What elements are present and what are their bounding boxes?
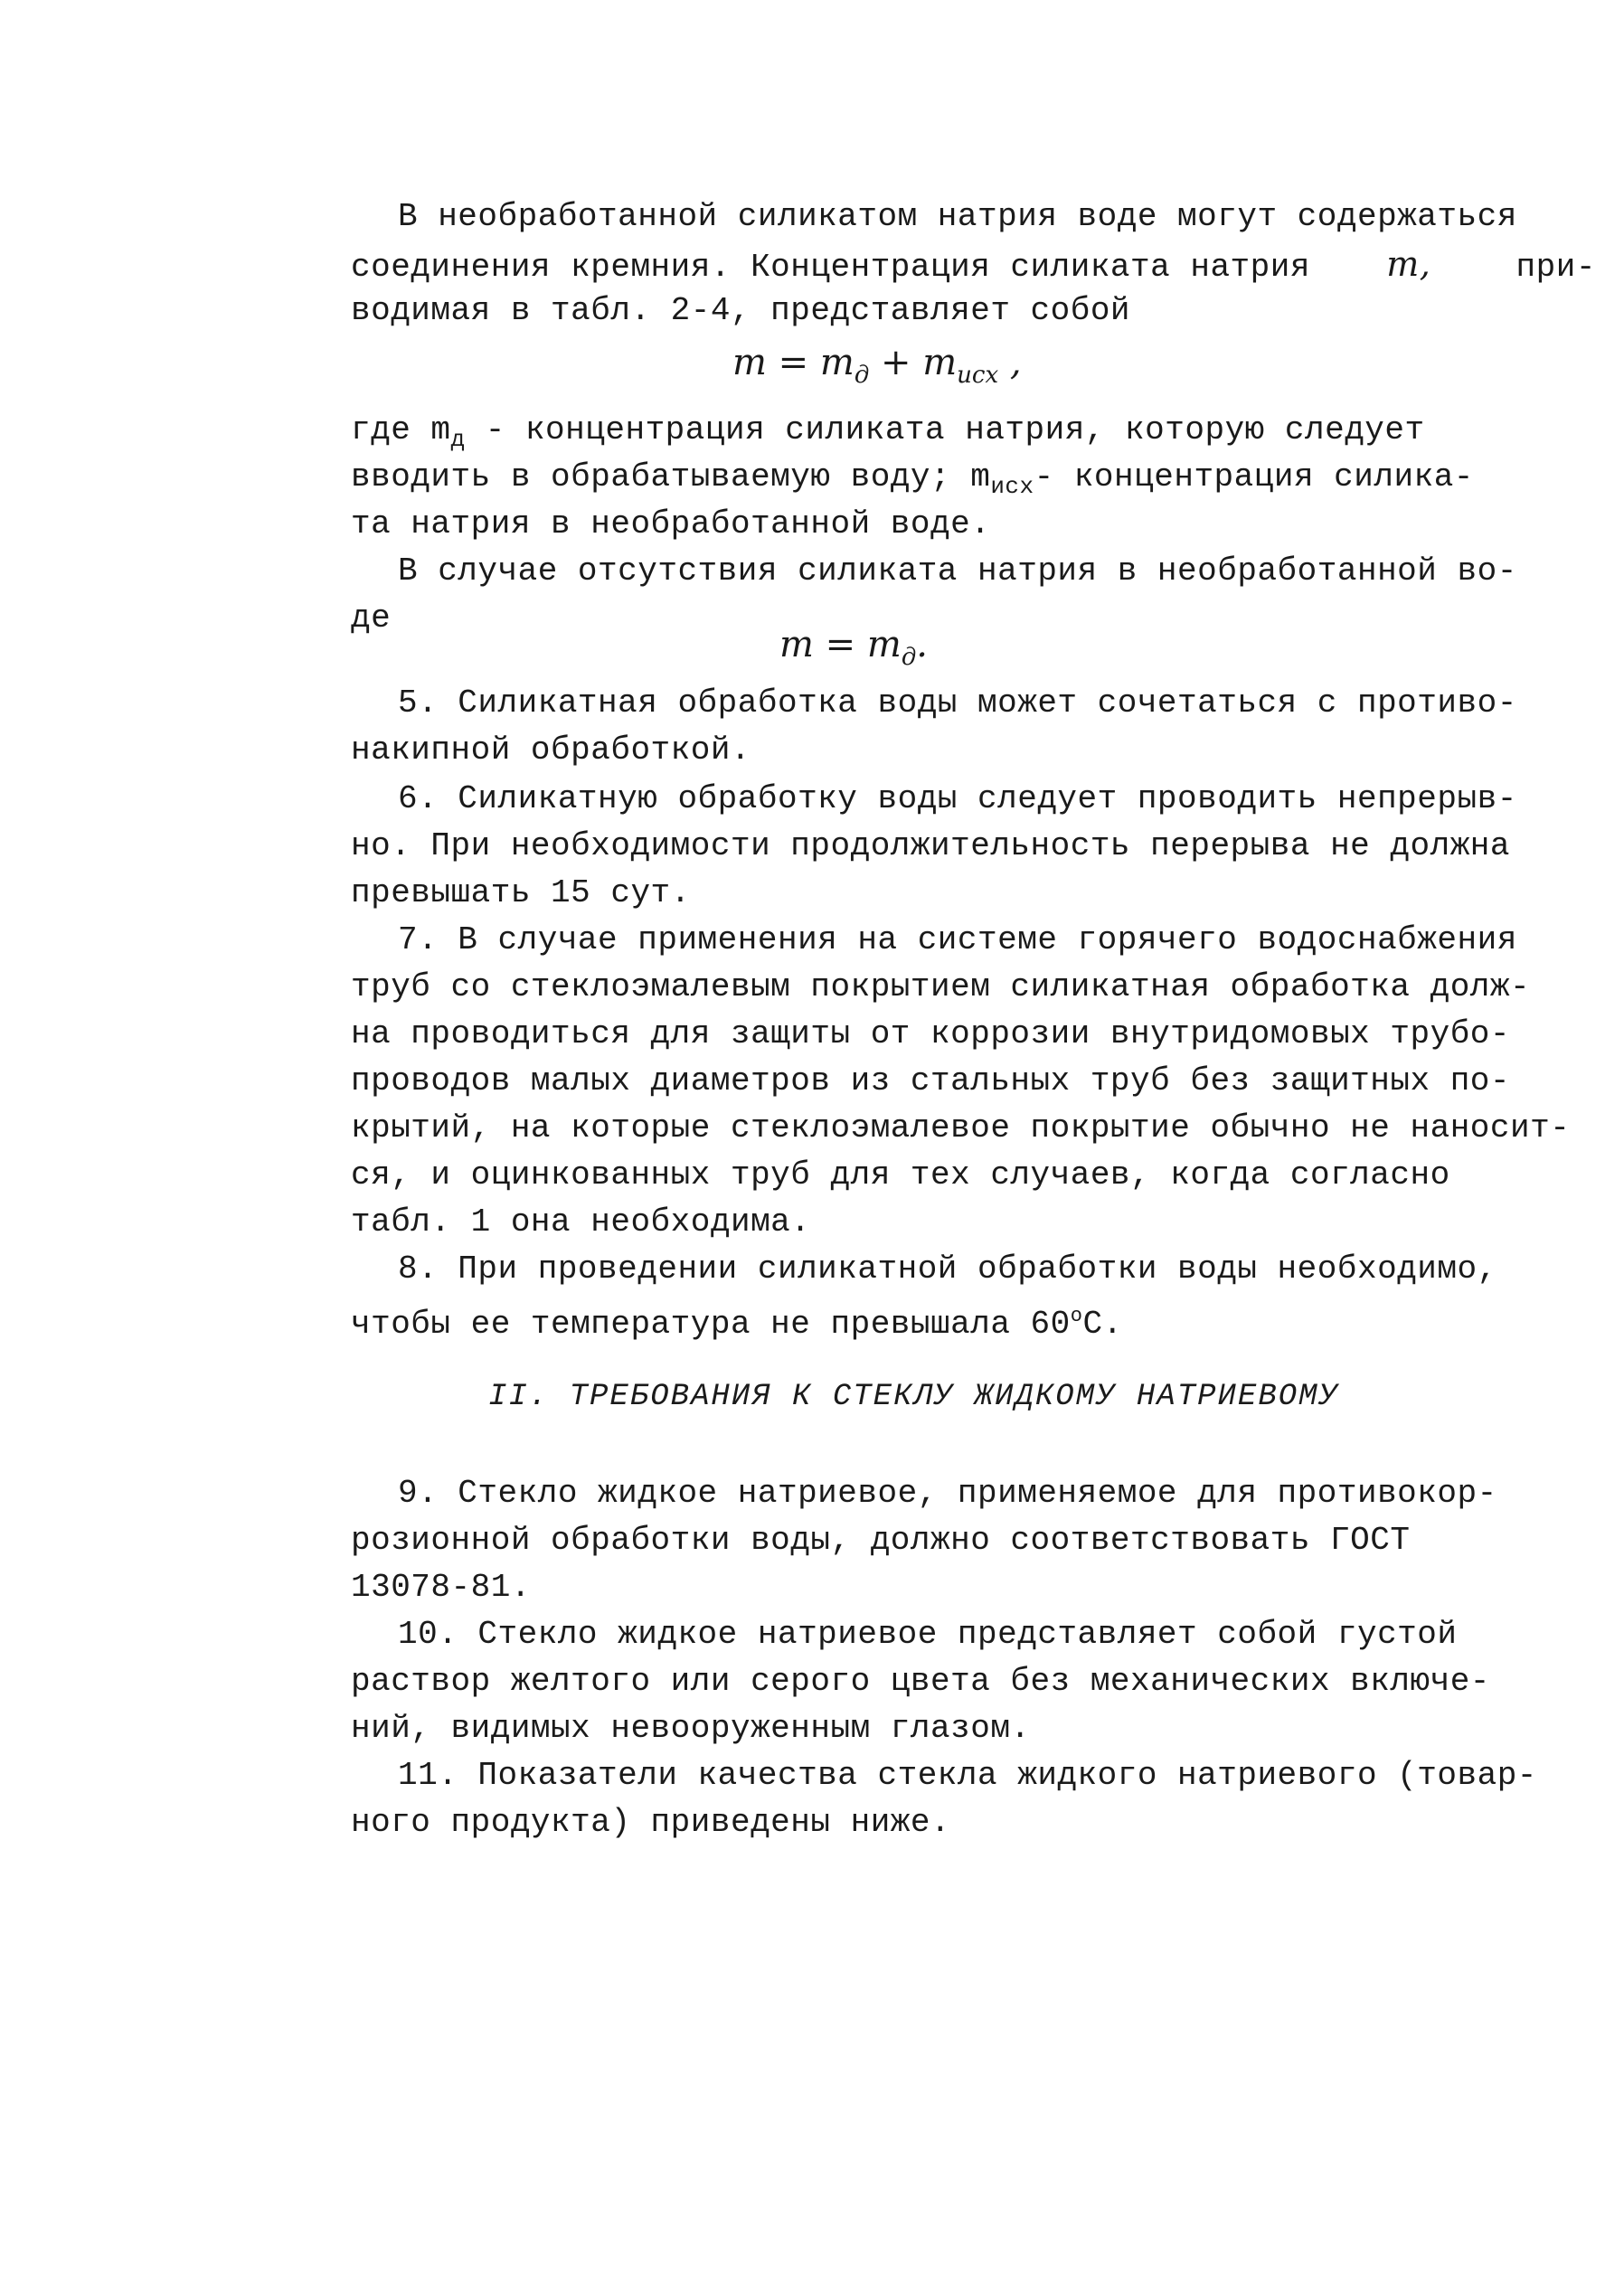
item-8-line: 8. При проведении силикатной обработки воды необходимо,: [398, 1250, 1497, 1288]
formula-concentration: [732, 342, 1022, 389]
formula-subscript: исх: [957, 362, 999, 389]
text-fragment: при-: [1515, 249, 1596, 286]
text-line: В случае отсутствия силиката натрия в необработанной во-: [398, 552, 1517, 590]
formula-part: m = m: [732, 342, 854, 383]
text-line: водимая в табл. 2-4, представляет собой: [351, 292, 1131, 329]
formula-subscript: д: [854, 362, 870, 389]
item-9-line: 9. Стекло жидкое натриевое, применяемое для противокор-: [398, 1475, 1497, 1512]
formula-part: .: [916, 624, 929, 665]
item-8-line: [351, 1293, 1517, 1348]
text-line: де: [351, 599, 392, 637]
item-10-line: 10. Стекло жидкое натриевое представляет собой густой: [398, 1616, 1458, 1653]
item-5-line: накипной обработкой.: [351, 731, 751, 769]
section-heading: II. ТРЕБОВАНИЯ К СТЕКЛУ ЖИДКОМУ НАТРИЕВОМУ: [488, 1380, 1339, 1414]
text-fragment: - концентрация силиката натрия, которую следует: [465, 411, 1425, 448]
item-7-line: труб со стеклоэмалевым покрытием силикатная обработка долж-: [351, 968, 1531, 1005]
text-fragment: вводить в обрабатываемую воду; m: [351, 458, 991, 495]
item-5-line: 5. Силикатная обработка воды может сочетаться с противо-: [398, 684, 1517, 722]
item-11-line: ного продукта) приведены ниже.: [351, 1804, 951, 1841]
formula-part: m = m: [779, 624, 902, 665]
formula-absence: [779, 624, 928, 671]
formula-subscript: д: [901, 644, 917, 671]
item-6-line: но. При необходимости продолжительность перерыва не должна: [351, 827, 1511, 864]
text-subscript: д: [450, 426, 466, 454]
item-7-line: табл. 1 она необходима.: [351, 1203, 811, 1241]
text-fragment: чтобы ее температура не превышала 60: [351, 1306, 1071, 1343]
item-10-line: раствор желтого или серого цвета без механических включе-: [351, 1663, 1490, 1700]
text-line: та натрия в необработанной воде.: [351, 505, 991, 543]
item-9-line: розионной обработки воды, должно соответствовать ГОСТ: [351, 1522, 1411, 1559]
item-6-line: превышать 15 сут.: [351, 874, 691, 911]
formula-part: ,: [998, 342, 1022, 383]
item-7-line: на проводиться для защиты от коррозии внутридомовых трубо-: [351, 1015, 1511, 1052]
text-fragment: где m: [351, 411, 451, 448]
text-line: [351, 241, 1596, 291]
text-fragment: - концентрация силика-: [1034, 458, 1474, 495]
item-7-line: 7. В случае применения на системе горячего водоснабжения: [398, 921, 1517, 958]
item-7-line: проводов малых диаметров из стальных труб без защитных по-: [351, 1062, 1511, 1099]
formula-part: + m: [869, 342, 958, 383]
item-7-line: ся, и оцинкованных труб для тех случаев, когда согласно: [351, 1156, 1450, 1194]
item-10-line: ний, видимых невооруженным глазом.: [351, 1710, 1031, 1747]
text-fragment: соединения кремния. Концентрация силиката натрия: [351, 249, 1310, 286]
item-11-line: 11. Показатели качества стекла жидкого натриевого (товар-: [398, 1757, 1537, 1794]
item-7-line: крытий, на которые стеклоэмалевое покрытие обычно не наносит-: [351, 1109, 1571, 1146]
text-subscript: исх: [990, 473, 1034, 501]
text-fragment: С.: [1082, 1306, 1123, 1343]
item-6-line: 6. Силикатную обработку воды следует проводить непрерыв-: [398, 780, 1517, 817]
text-line: В необработанной силикатом натрия воде могут содержаться: [398, 198, 1517, 235]
text-superscript: о: [1070, 1305, 1083, 1327]
symbol-m: m,: [1386, 244, 1431, 284]
item-9-line: 13078-81.: [351, 1569, 531, 1606]
